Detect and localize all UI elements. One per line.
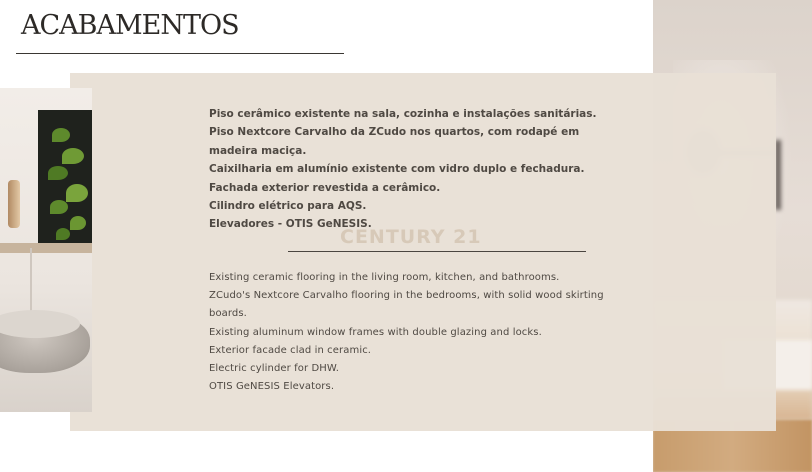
lamp-shape — [8, 180, 20, 228]
list-item: Piso cerâmico existente na sala, cozinha e instalações sanitárias. — [209, 108, 597, 120]
list-item: Fachada exterior revestida a cerâmico. — [209, 181, 441, 194]
list-item: Elevadores - OTIS GeNESIS. — [209, 218, 372, 231]
title-underline — [16, 53, 344, 54]
brand-watermark: CENTURY 21 — [340, 226, 482, 248]
list-item: Cilindro elétrico para AQS. — [209, 200, 367, 213]
list-item: OTIS GeNESIS Elevators. — [209, 381, 335, 393]
list-item: Piso Nextcore Carvalho da ZCudo nos quartos, com rodapé em madeira maciça. — [209, 126, 580, 157]
list-item: Existing ceramic flooring in the living room, kitchen, and bathrooms. — [209, 272, 560, 283]
list-item: Existing aluminum window frames with double glazing and locks. — [209, 326, 542, 338]
list-item: ZCudo's Nextcore Carvalho flooring in the bedrooms, with solid wood skirting boards. — [209, 290, 604, 320]
list-item: Electric cylinder for DHW. — [209, 363, 340, 375]
interior-photo-left — [0, 88, 92, 412]
finishes-list-portuguese — [209, 105, 609, 234]
finishes-list-english — [209, 269, 619, 396]
list-item: Exterior facade clad in ceramic. — [209, 344, 372, 356]
section-divider — [288, 251, 586, 252]
list-item: Caixilharia em alumínio existente com vidro duplo e fechadura. — [209, 163, 585, 176]
page-title: ACABAMENTOS — [21, 10, 239, 41]
